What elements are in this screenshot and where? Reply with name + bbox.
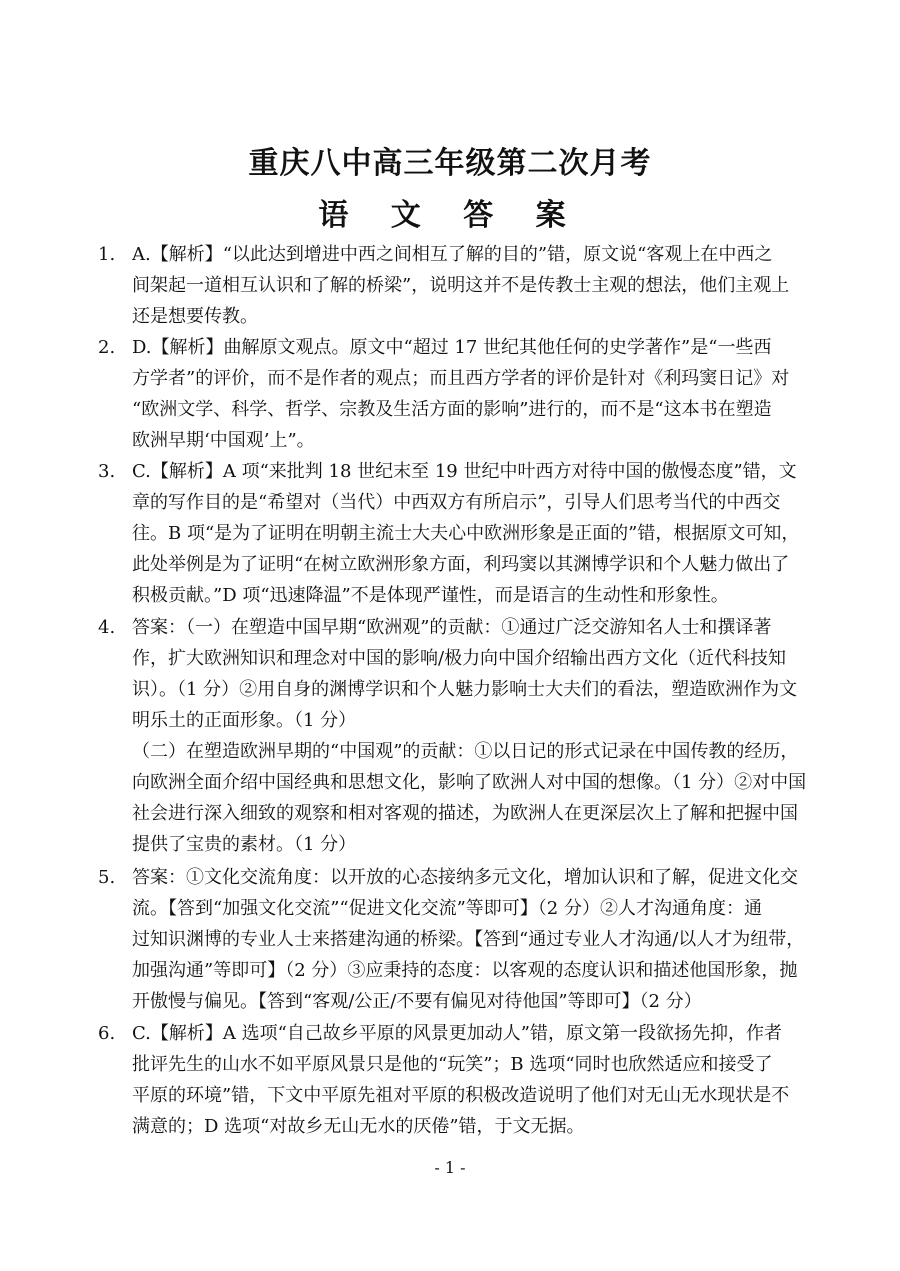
item-line: 明乐土的正面形象。（1 分） — [132, 710, 357, 731]
item-number: 4. — [98, 617, 116, 638]
item-line: 提供了宝贵的素材。（1 分） — [132, 834, 357, 855]
item-line: 往。B 项“是为了证明在明朝主流士大夫心中欧洲形象是正面的”错，根据原文可知， — [132, 523, 800, 544]
item-line: 识）。（1 分）②用自身的渊博学识和个人魅力影响士大夫们的看法，塑造欧洲作为文 — [132, 679, 798, 700]
item-line: 间架起一道相互认识和了解的桥梁”，说明这并不是传教士主观的想法，他们主观上 — [132, 275, 790, 296]
item-number: 3. — [98, 461, 116, 482]
item-line: D.【解析】曲解原文观点。原文中“超过 17 世纪其他任何的史学著作”是“一些西 — [132, 337, 772, 358]
item-line: 加强沟通”等即可】（2 分）③应秉持的态度：以客观的态度认识和描述他国形象，抛 — [132, 960, 798, 981]
item-line: C.【解析】A 选项“自己故乡平原的风景更加动人”错，原文第一段欲扬先抑，作者 — [132, 1023, 782, 1044]
item-line: 社会进行深入细致的观察和相对客观的描述，为欧洲人在更深层次上了解和把握中国 — [132, 803, 798, 824]
item-line: 还是想要传教。 — [132, 306, 258, 327]
item-number: 5. — [98, 867, 116, 888]
page-title: 重庆八中高三年级第二次月考 — [248, 146, 652, 181]
item-line: 流。【答到“加强文化交流”“促进文化交流”等即可】（2 分）②人才沟通角度：通 — [132, 898, 762, 919]
item-line: 向欧洲全面介绍中国经典和思想文化，影响了欧洲人对中国的想像。（1 分）②对中国 — [132, 772, 807, 793]
item-number: 2. — [98, 337, 116, 358]
item-line: 积极贡献。”D 项“迅速降温”不是体现严谨性，而是语言的生动性和形象性。 — [132, 585, 729, 606]
item-line: 作，扩大欧洲知识和理念对中国的影响/极力向中国介绍输出西方文化（近代科技知 — [132, 648, 787, 669]
item-line: 答案：①文化交流角度：以开放的心态接纳多元文化，增加认识和了解，促进文化交 — [132, 867, 798, 888]
page-subtitle: 语 文 答 案 — [318, 198, 582, 233]
item-line: 此处举例是为了证明“在树立欧洲形象方面，利玛窦以其渊博学识和个人魅力做出了 — [132, 554, 790, 575]
item-line: 答案：（一）在塑造中国早期“欧洲观”的贡献：①通过广泛交游知名人士和撰译著 — [132, 617, 772, 638]
item-line: （二）在塑造欧洲早期的“中国观”的贡献：①以日记的形式记录在中国传教的经历， — [132, 741, 799, 762]
item-line: “欧洲文学、科学、哲学、宗教及生活方面的影响”进行的，而不是“这本书在塑造 — [132, 399, 772, 420]
item-line: C.【解析】A 项“来批判 18 世纪末至 19 世纪中叶西方对待中国的傲慢态度”错，文 — [132, 461, 797, 482]
item-line: 平原的环境”错，下文中平原先祖对平原的积极改造说明了他们对无山无水现状是不 — [132, 1085, 790, 1106]
item-line: 开傲慢与偏见。【答到“客观/公正/不要有偏见对待他国”等即可】（2 分） — [132, 991, 702, 1012]
item-line: 满意的；D 选项“对故乡无山无水的厌倦”错，于文无据。 — [132, 1116, 585, 1137]
item-line: 欧洲早期‘中国观’上”。 — [132, 430, 315, 451]
item-line: 章的写作目的是“希望对（当代）中西双方有所启示”，引导人们思考当代的中西交 — [132, 492, 781, 513]
item-line: 方学者”的评价，而不是作者的观点；而且西方学者的评价是针对《利玛窦日记》对 — [132, 368, 790, 389]
item-line: 批评先生的山水不如平原风景只是他的“玩笑”；B 选项“同时也欣然适应和接受了 — [132, 1054, 773, 1075]
item-number: 6. — [98, 1023, 116, 1044]
page-number: - 1 - — [434, 1158, 466, 1177]
item-line: 过知识渊博的专业人士来搭建沟通的桥梁。【答到“通过专业人才沟通/以人才为纽带， — [132, 929, 805, 950]
item-line: A.【解析】“以此达到增进中西之间相互了解的目的”错，原文说“客观上在中西之 — [132, 244, 773, 265]
item-number: 1. — [98, 244, 116, 265]
